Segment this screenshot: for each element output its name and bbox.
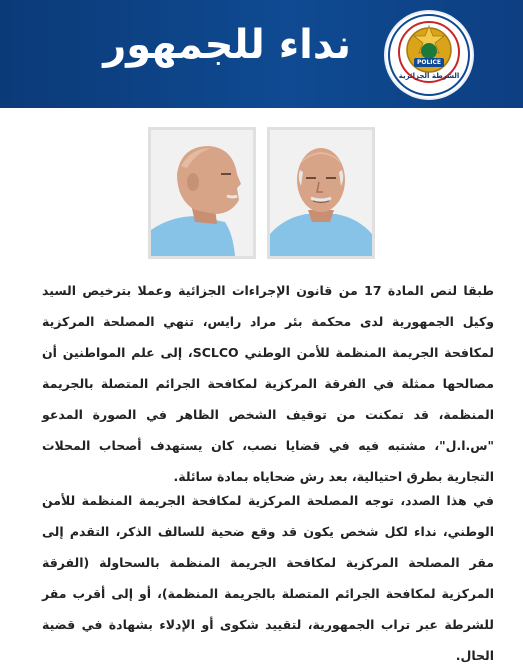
announcement-paragraph-2: في هذا الصدد، توجه المصلحة المركزية لمكافحة الجريمة المنظمة للأمن الوطني، نداء لكل شخص يكون قد وقع ضحية للسالف الذكر، التقدم إلى مقر المصلحة المركزية لمكافحة الجريمة المنظمة بالسحاولة (الفرقة المركزية لمكافحة الجرائم المتصلة بالجريمة المنظمة)، أو إلى أقرب مقر للشرطة عبر تراب الجمهورية، لتقييد شكوى أو الإدلاء بشهادة في قضية الحال. <box>42 493 494 663</box>
profile-face-image <box>151 130 253 256</box>
profile-photo <box>148 127 256 259</box>
announcement-paragraph-1: طبقا لنص المادة 17 من قانون الإجراءات الجزائية وعملا بترخيص السيد وكيل الجمهورية لدى محكمة بئر مراد رايس، تنهي المصلحة المركزية لمكافحة الجريمة المنظمة للأمن الوطني SCLCO، إلى علم المواطنين أن مصالحها ممثلة في الفرقة المركزية لمكافحة الجرائم المتصلة بالجريمة المنظمة، قد تمكنت من توقيف الشخص الظاهر في الصورة المدعو "س.ا.ل"، مشتبه فيه في قضايا نصب، كان يستهدف أصحاب المحلات التجارية بطرق احتيالية، بعد رش ضحاياه بمادة سائلة. <box>42 283 494 484</box>
police-logo <box>386 12 472 98</box>
logo-badge-text: POLICE <box>416 59 442 66</box>
front-face-image <box>270 130 372 256</box>
front-photo <box>267 127 375 259</box>
header-banner <box>0 0 523 108</box>
page-title: نداء للجمهور <box>103 22 351 68</box>
logo-caption: الشرطة الجزائرية <box>398 72 460 80</box>
police-emblem-icon <box>386 12 472 98</box>
